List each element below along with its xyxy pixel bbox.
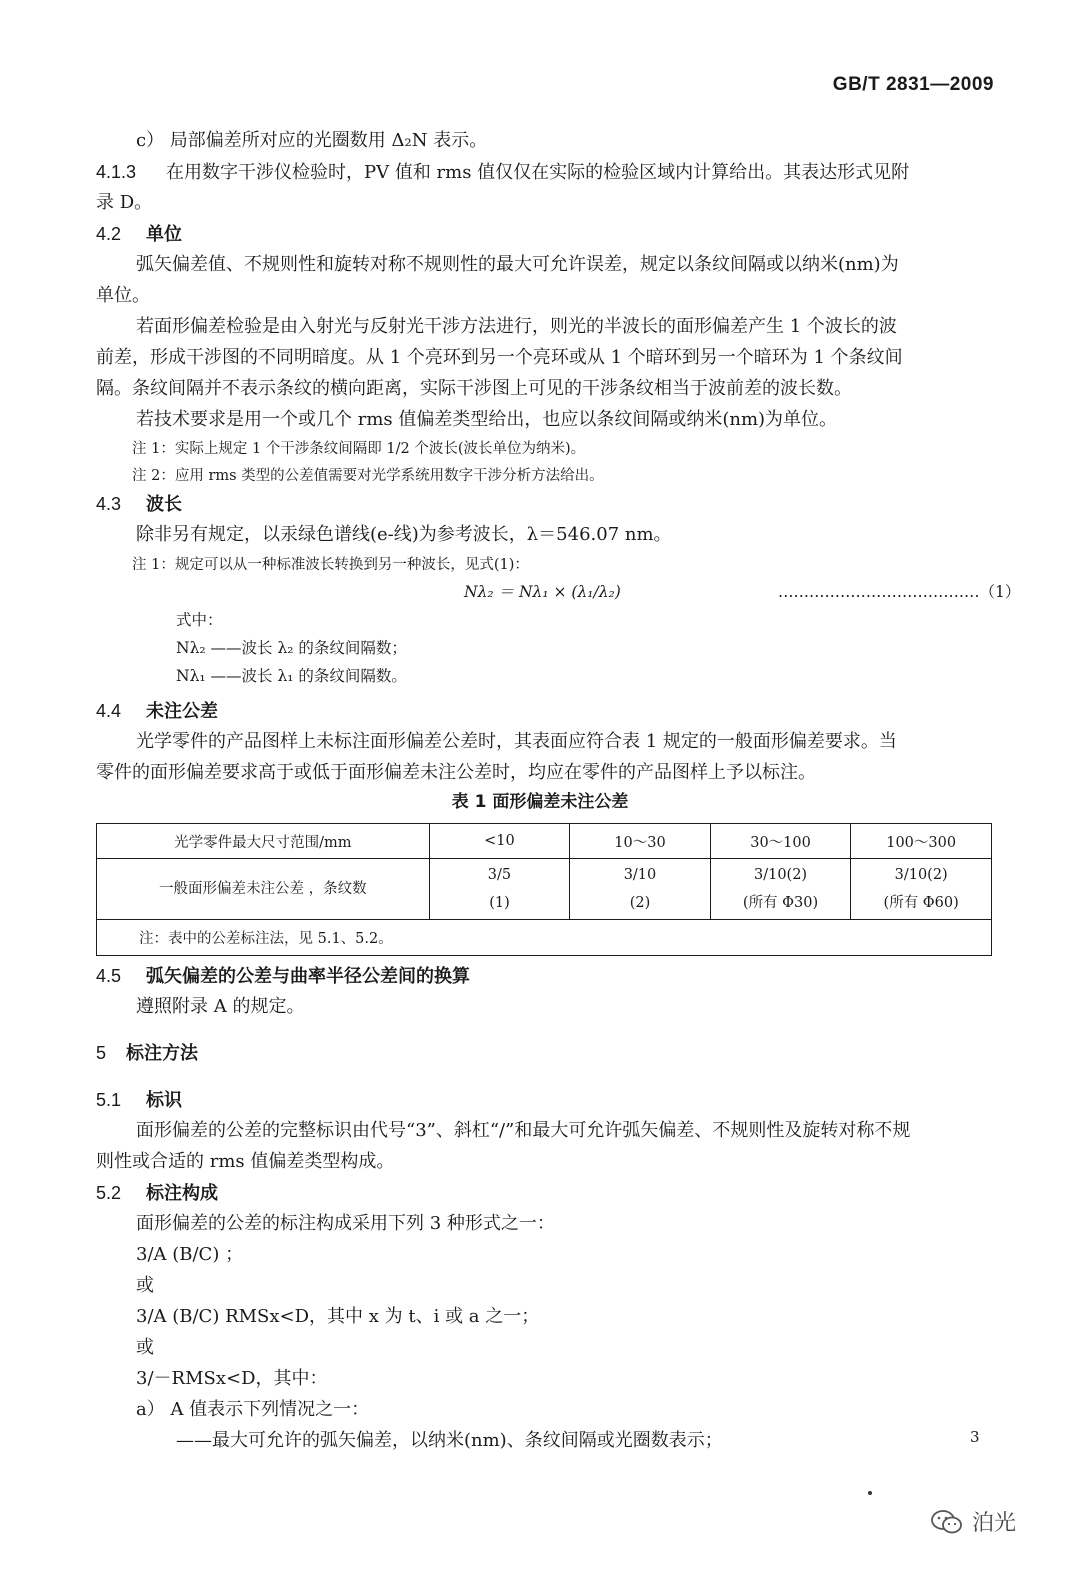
table-row <box>97 859 992 920</box>
wechat-icon <box>930 1509 964 1535</box>
table-cell <box>570 859 711 920</box>
table-cell: 一般面形偏差未注公差 ，条纹数 <box>97 859 430 920</box>
section-heading <box>96 964 470 989</box>
paragraph-line: 若技术要求是用一个或几个 rms 值偏差类型给出，也应以条纹间隔或纳米(nm)为单位。 <box>136 409 838 430</box>
clause-text: 在用数字干涉仪检验时，PV 值和 rms 值仅仅在实际的检验区域内计算给出。其表达形式见附 <box>166 162 910 183</box>
paragraph-line: 面形偏差的公差的完整标识由代号“3”、斜杠“/”和最大可允许弧矢偏差、不规则性及旋转对称不规 <box>136 1120 911 1141</box>
section-number: 5 <box>96 1043 107 1063</box>
clause-4-1-3 <box>96 160 909 185</box>
paragraph-line: 零件的面形偏差要求高于或低于面形偏差未注公差时，均应在零件的产品图样上予以标注。 <box>96 762 816 783</box>
watermark <box>930 1506 1016 1537</box>
formula-number: …………………………………（1） <box>778 583 1021 601</box>
cell-footnote: (所有 Φ30) <box>742 895 819 911</box>
paragraph-line: 除非另有规定，以汞绿色谱线(e-线)为参考波长，λ＝546.07 nm。 <box>136 524 672 545</box>
table-note: 注：表中的公差标注法，见 5.1、5.2。 <box>97 920 992 956</box>
table-row <box>97 824 992 859</box>
paragraph-line: 弧矢偏差值、不规则性和旋转对称不规则性的最大可允许误差，规定以条纹间隔或以纳米(nm)为 <box>136 254 899 275</box>
paragraph-line: 若面形偏差检验是由入射光与反射光干涉方法进行，则光的半波长的面形偏差产生 1 个波长的波 <box>136 316 897 337</box>
table-cell <box>851 859 992 920</box>
section-heading <box>96 1181 218 1206</box>
chapter-heading <box>96 1041 198 1066</box>
or-connector: 或 <box>136 1337 154 1358</box>
paragraph-line: 光学零件的产品图样上未标注面形偏差公差时，其表面应符合表 1 规定的一般面形偏差要求。当 <box>136 731 897 752</box>
section-heading <box>96 1088 182 1113</box>
notation-form: 3/A (B/C) ； <box>136 1244 244 1265</box>
definition: Nλ₂ ——波长 λ₂ 的条纹间隔数； <box>176 639 407 657</box>
cell-footnote: (1) <box>489 895 510 911</box>
item-c: c） 局部偏差所对应的光圈数用 Δ₂N 表示。 <box>136 130 488 151</box>
list-item: a） A 值表示下列情况之一： <box>136 1399 370 1420</box>
section-title: 标注构成 <box>146 1183 218 1204</box>
section-number: 4.3 <box>96 494 122 514</box>
scan-speck <box>868 1491 872 1495</box>
or-connector: 或 <box>136 1275 154 1296</box>
table-cell: 100～300 <box>851 824 992 859</box>
section-title: 单位 <box>146 224 182 245</box>
section-title: 未注公差 <box>146 701 218 722</box>
watermark-text: 泊光 <box>972 1511 1017 1536</box>
cell-value: 3/10(2) <box>753 867 808 883</box>
notation-form: 3/A (B/C) RMSx<D，其中 x 为 t、i 或 a 之一； <box>136 1306 540 1327</box>
list-subitem: ——最大可允许的弧矢偏差，以纳米(nm)、条纹间隔或光圈数表示； <box>176 1430 723 1451</box>
notation-form: 3/－RMSx<D，其中： <box>136 1368 328 1389</box>
cell-value: 3/10(2) <box>894 867 948 883</box>
clause-4-1-3-cont: 录 D。 <box>96 192 153 213</box>
section-number: 5.2 <box>96 1183 122 1203</box>
table-row <box>97 920 992 956</box>
table-cell: <10 <box>429 824 570 859</box>
table-caption: 表 1 面形偏差未注公差 <box>451 792 629 812</box>
table-cell: 10～30 <box>570 824 711 859</box>
section-number: 4.5 <box>96 966 122 986</box>
cell-footnote: (所有 Φ60) <box>883 895 959 911</box>
tolerance-table <box>96 823 992 956</box>
section-title: 标注方法 <box>126 1043 198 1064</box>
table-cell: 30～100 <box>710 824 851 859</box>
note: 注 1：实际上规定 1 个干涉条纹间隔即 1/2 个波长(波长单位为纳米)。 <box>132 441 586 457</box>
section-number: 5.1 <box>96 1090 122 1110</box>
cell-footnote: (2) <box>629 895 651 911</box>
section-heading <box>96 222 182 247</box>
paragraph-line: 隔。条纹间隔并不表示条纹的横向距离，实际干涉图上可见的干涉条纹相当于波前差的波长数。 <box>96 378 852 399</box>
table-cell <box>710 859 851 920</box>
section-title: 弧矢偏差的公差与曲率半径公差间的换算 <box>146 966 470 987</box>
note: 注 1：规定可以从一种标准波长转换到另一种波长，见式(1)： <box>132 557 529 573</box>
paragraph-line: 前差，形成干涉图的不同明暗度。从 1 个亮环到另一个亮环或从 1 个暗环到另一个暗环为 1 个条纹间 <box>96 347 903 368</box>
definition: Nλ₁ ——波长 λ₁ 的条纹间隔数。 <box>176 667 407 685</box>
section-number: 4.2 <box>96 224 122 244</box>
document-code: GB/T 2831—2009 <box>832 74 994 95</box>
cell-value: 3/10 <box>623 867 657 883</box>
section-number: 4.4 <box>96 701 122 721</box>
note: 注 2：应用 rms 类型的公差值需要对光学系统用数字干涉分析方法给出。 <box>132 468 604 484</box>
formula: Nλ₂ ＝ Nλ₁ × (λ₁/λ₂) <box>464 583 621 601</box>
where-label: 式中： <box>176 611 223 629</box>
section-heading <box>96 492 182 517</box>
table-cell <box>429 859 570 920</box>
paragraph-line: 则性或合适的 rms 值偏差类型构成。 <box>96 1151 395 1172</box>
paragraph-line: 遵照附录 A 的规定。 <box>136 996 305 1017</box>
page-number: 3 <box>970 1428 980 1446</box>
cell-value: 3/5 <box>487 867 512 883</box>
section-title: 标识 <box>146 1090 182 1111</box>
table-cell: 光学零件最大尺寸范围/mm <box>97 824 430 859</box>
section-heading <box>96 699 218 724</box>
section-title: 波长 <box>146 494 182 515</box>
paragraph-line: 面形偏差的公差的标注构成采用下列 3 种形式之一： <box>136 1213 555 1234</box>
paragraph-line: 单位。 <box>96 285 150 306</box>
clause-number: 4.1.3 <box>96 162 137 182</box>
